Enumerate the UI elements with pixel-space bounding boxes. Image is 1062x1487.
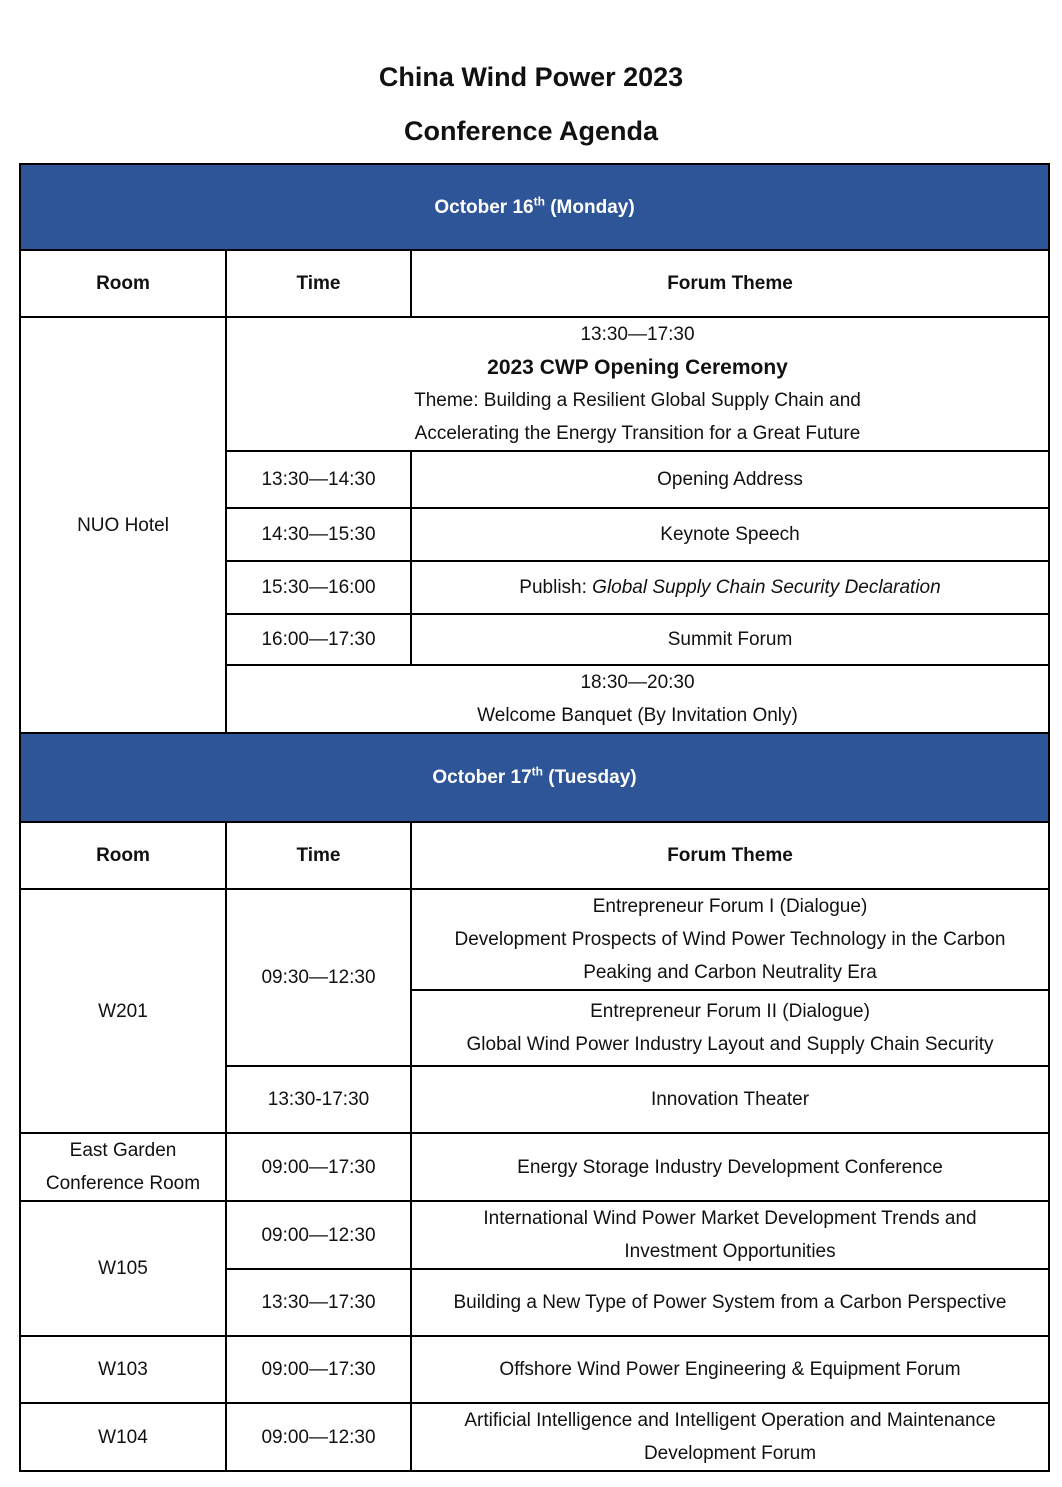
column-header-theme: Forum Theme [411,250,1049,317]
room-cell-east-garden: East Garden Conference Room [20,1133,226,1201]
session-theme: Opening Address [411,451,1049,508]
session-time: 13:30—14:30 [226,451,411,508]
column-header-time: Time [226,250,411,317]
declaration-title: Global Supply Chain Security Declaration [592,577,941,598]
session-time: 13:30—17:30 [226,1269,411,1336]
session-time: 15:30—16:00 [226,561,411,614]
session-theme: Innovation Theater [411,1066,1049,1133]
room-cell-w104: W104 [20,1403,226,1471]
session-theme: International Wind Power Market Development Trends and Investment Opportunities [411,1201,1049,1269]
column-header-room: Room [20,250,226,317]
session-time: 09:00—12:30 [226,1201,411,1269]
page-title: China Wind Power 2023 [378,62,684,92]
session-theme: Artificial Intelligence and Intelligent Operation and Maintenance Development Forum [411,1403,1049,1471]
session-theme: Summit Forum [411,614,1049,665]
day-header-monday: October 16th (Monday) [20,164,1049,250]
session-theme: Offshore Wind Power Engineering & Equipment Forum [411,1336,1049,1403]
banquet-title: Welcome Banquet (By Invitation Only) [477,705,798,726]
session-time: 09:00—17:30 [226,1133,411,1201]
session-theme: Entrepreneur Forum I (Dialogue) Development Prospects of Wind Power Technology in the Carbon Peaking and Carbon Neutrality Era [411,889,1049,990]
session-time: 14:30—15:30 [226,508,411,561]
session-theme [411,561,1049,614]
room-cell-w105: W105 [20,1201,226,1336]
banquet-time: 18:30—20:30 [580,672,695,693]
room-cell-nuo-hotel: NUO Hotel [20,317,226,733]
ceremony-theme-line1: Theme: Building a Resilient Global Supply Chain and [414,390,861,411]
publish-prefix: Publish: [519,577,593,598]
page-subtitle: Conference Agenda [403,116,659,146]
session-time: 09:00—12:30 [226,1403,411,1471]
session-time: 09:00—17:30 [226,1336,411,1403]
day-header-tuesday: October 17th (Tuesday) [20,733,1049,822]
opening-ceremony-cell [226,317,1049,451]
session-theme: Keynote Speech [411,508,1049,561]
ceremony-theme-line2: Accelerating the Energy Transition for a Great Future [414,423,861,444]
session-theme: Building a New Type of Power System from a Carbon Perspective [411,1269,1049,1336]
session-theme: Energy Storage Industry Development Conference [411,1133,1049,1201]
column-header-time: Time [226,822,411,889]
ceremony-time: 13:30—17:30 [580,324,695,345]
welcome-banquet-cell [226,665,1049,733]
agenda-table [19,163,1050,1472]
session-theme: Entrepreneur Forum II (Dialogue) Global Wind Power Industry Layout and Supply Chain Security [411,990,1049,1066]
column-header-theme: Forum Theme [411,822,1049,889]
session-time: 09:30—12:30 [226,889,411,1066]
room-cell-w201: W201 [20,889,226,1133]
room-cell-w103: W103 [20,1336,226,1403]
ceremony-title: 2023 CWP Opening Ceremony [487,356,788,379]
column-header-room: Room [20,822,226,889]
session-time: 16:00—17:30 [226,614,411,665]
session-time: 13:30-17:30 [226,1066,411,1133]
